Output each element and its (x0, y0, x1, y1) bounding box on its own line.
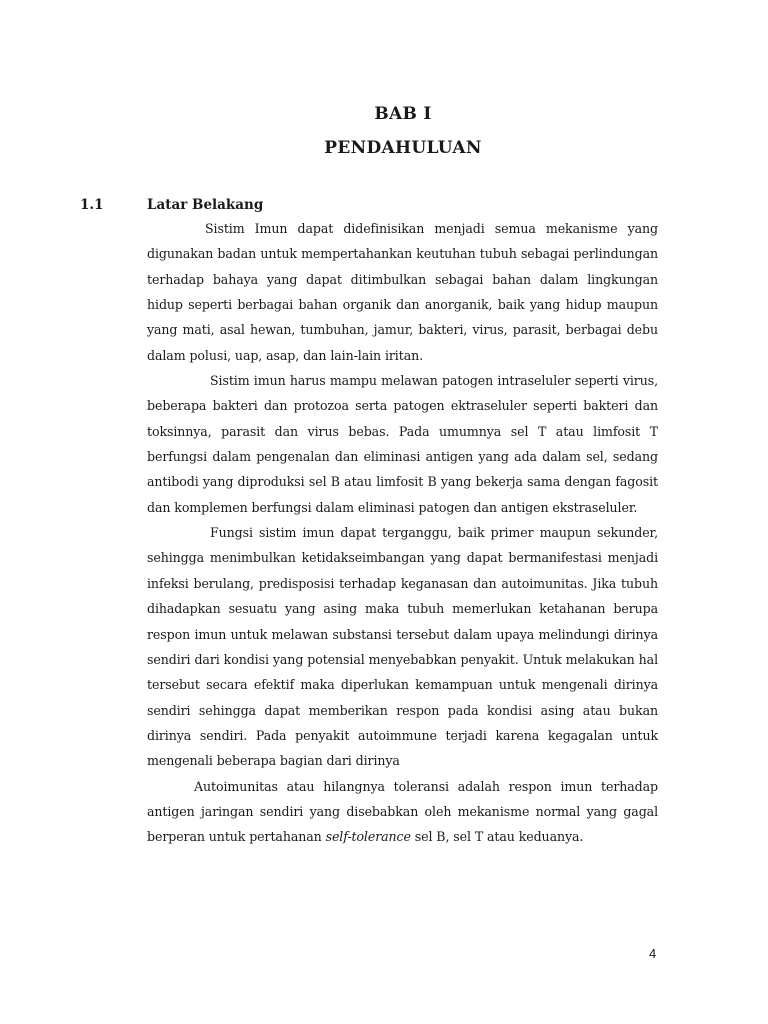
body-text (147, 216, 658, 850)
section-title: Latar Belakang (147, 197, 264, 213)
section-number: 1.1 (80, 197, 104, 213)
paragraph-4-text-end: sel B, sel T atau keduanya. (410, 829, 584, 845)
chapter-title: PENDAHULUAN (324, 138, 482, 158)
paragraph-4-text-start: Autoimunitas atau hilangnya toleransi adalah respon imun terhadap antigen jaringan sendiri yang disebabkan oleh mekanisme normal yang gagal berperan untuk pertahanan (147, 778, 658, 845)
paragraph-3: Fungsi sistim imun dapat terganggu, baik primer maupun sekunder, sehingga menimbulkan ketidakseimbangan yang dapat bermanifestasi menjadi infeksi berulang, predisposisi terhadap keganasan dan autoimunitas. Jika tubuh dihadapkan sesuatu yang asing maka tubuh memerlukan ketahanan berupa respon imun untuk melawan substansi tersebut dalam upaya melindungi dirinya sendiri dari kondisi yang potensial menyebabkan penyakit. Untuk melakukan hal tersebut secara efektif maka diperlukan kemampuan untuk mengenali dirinya sendiri sehingga dapat memberikan respon pada kondisi asing atau bukan dirinya sendiri. Pada penyakit autoimmune terjadi karena kegagalan untuk mengenali beberapa bagian dari dirinya (147, 525, 658, 769)
italic-term: self-tolerance (325, 829, 411, 845)
page-number: 4 (649, 946, 657, 961)
paragraph-4 (147, 774, 658, 850)
chapter-number: BAB I (374, 104, 432, 124)
paragraph-1: Sistim Imun dapat didefinisikan menjadi semua mekanisme yang digunakan badan untuk mempertahankan keutuhan tubuh sebagai perlindungan terhadap bahaya yang dapat ditimbulkan sebagai bahan dalam lingkungan hidup seperti berbagai bahan organik dan anorganik, baik yang hidup maupun yang mati, asal hewan, tumbuhan, jamur, bakteri, virus, parasit, berbagai debu dalam polusi, uap, asap, dan lain-lain iritan. (147, 221, 658, 363)
paragraph-2: Sistim imun harus mampu melawan patogen intraseluler seperti virus, beberapa bakteri dan protozoa serta patogen ektraseluler seperti bakteri dan toksinnya, parasit dan virus bebas. Pada umumnya sel T atau limfosit T berfungsi dalam pengenalan dan eliminasi antigen yang ada dalam sel, sedang antibodi yang diproduksi sel B atau limfosit B yang bekerja sama dengan fagosit dan komplemen berfungsi dalam eliminasi patogen dan antigen ekstraseluler. (147, 373, 658, 515)
